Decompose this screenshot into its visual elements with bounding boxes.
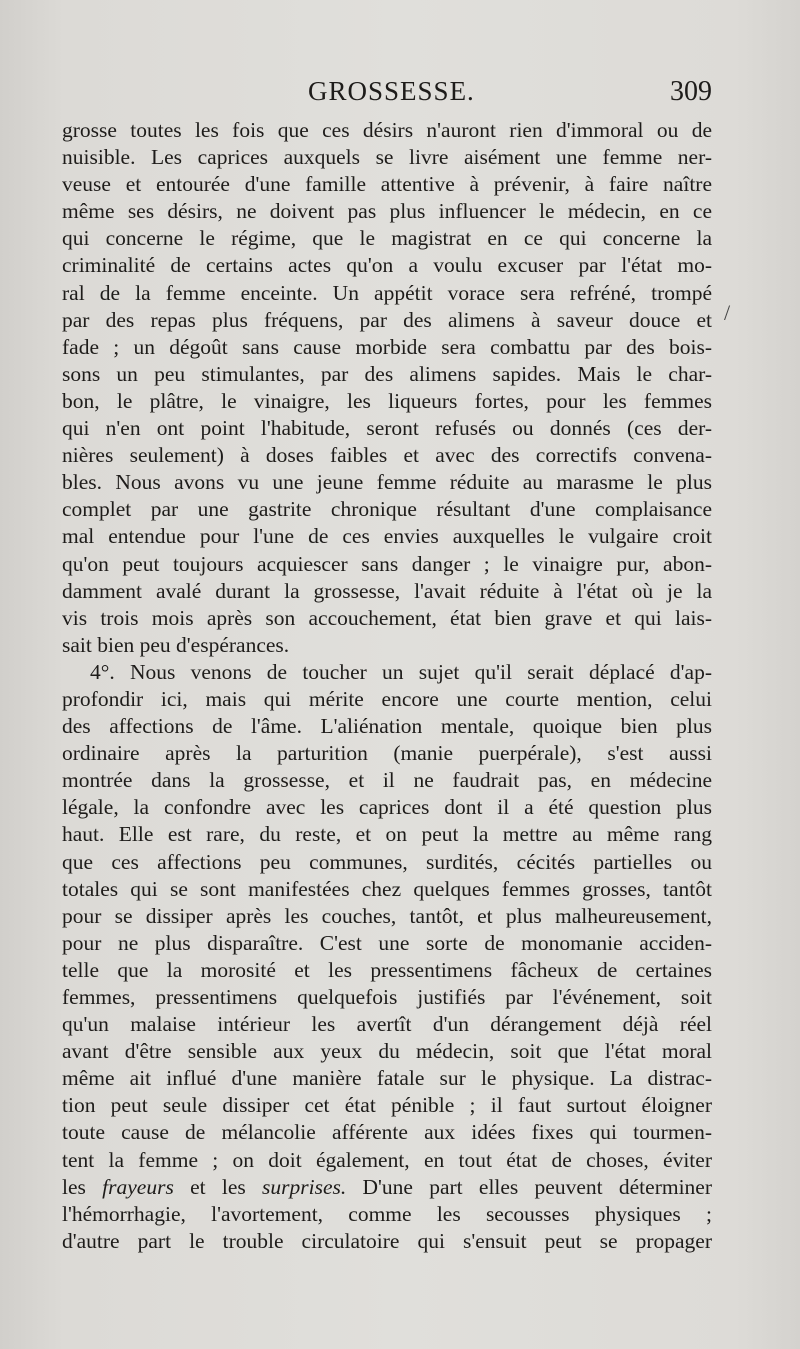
text-line: nuisible. Les caprices auxquels se livre aisément une femme ner- — [62, 145, 712, 170]
text-line: qui concerne le régime, que le magistrat en ce qui concerne la — [62, 226, 712, 251]
text-line: même ses désirs, ne doivent pas plus influencer le médecin, en ce — [62, 199, 712, 224]
italic-term-surprises: surprises. — [262, 1174, 347, 1199]
text-line: complet par une gastrite chronique résultant d'une complaisance — [62, 497, 712, 522]
text-line: qui n'en ont point l'habitude, seront refusés ou donnés (ces der- — [62, 416, 712, 441]
text-line: légale, la confondre avec les caprices dont il a été question plus — [62, 795, 712, 820]
text-line: pour ne plus disparaître. C'est une sorte de monomanie acciden- — [62, 930, 712, 955]
italic-term-frayeurs: frayeurs — [102, 1174, 174, 1199]
text-line: veuse et entourée d'une famille attentive à prévenir, à faire naître — [62, 172, 712, 197]
text-line: bon, le plâtre, le vinaigre, les liqueurs fortes, pour les femmes — [62, 388, 712, 413]
text-line: avant d'être sensible aux yeux du médecin, soit que l'état moral — [62, 1039, 712, 1064]
text-line: grosse toutes les fois que ces désirs n'auront rien d'immoral ou de — [62, 118, 712, 142]
text-line: tent la femme ; on doit également, en tout état de choses, éviter — [62, 1147, 712, 1172]
text-line: qu'on peut toujours acquiescer sans danger ; le vinaigre pur, abon- — [62, 551, 712, 576]
text-line: ral de la femme enceinte. Un appétit vorace sera refréné, trompé — [62, 280, 712, 305]
text-line: que ces affections peu communes, surdités, cécités partielles ou — [62, 849, 712, 874]
text-line: d'autre part le trouble circulatoire qui s'ensuit peut se propager — [62, 1228, 712, 1253]
text-line: pour se dissiper après les couches, tantôt, et plus malheureusement, — [62, 903, 712, 928]
text-line: qu'un malaise intérieur les avertît d'un dérangement déjà réel — [62, 1012, 712, 1037]
text-line: totales qui se sont manifestées chez quelques femmes grosses, tantôt — [62, 876, 712, 901]
text-line: même ait influé d'une manière fatale sur le physique. La distrac- — [62, 1066, 712, 1091]
text-line: profondir ici, mais qui mérite encore une courte mention, celui — [62, 686, 712, 711]
text-line: nières seulement) à doses faibles et avec des correctifs convena- — [62, 443, 712, 468]
running-title: GROSSESSE. — [308, 76, 475, 106]
text-line: l'hémorrhagie, l'avortement, comme les secousses physiques ; — [62, 1201, 712, 1226]
text-line: sons un peu stimulantes, par des alimens sapides. Mais le char- — [62, 361, 712, 386]
text-line: toute cause de mélancolie afférente aux idées fixes qui tourmen- — [62, 1120, 712, 1145]
body-text — [62, 117, 712, 1255]
line-segment: et les — [173, 1174, 263, 1199]
text-line: par des repas plus fréquens, par des alimens à saveur douce et — [62, 307, 712, 332]
text-line: sait bien peu d'espérances. — [62, 632, 290, 657]
text-line: fade ; un dégoût sans cause morbide sera combattu par des bois- — [62, 334, 712, 359]
page-header — [62, 76, 712, 116]
text-line: mal entendue pour l'une de ces envies auxquelles le vulgaire croit — [62, 524, 712, 549]
text-line: femmes, pressentimens quelquefois justifiés par l'événement, soit — [62, 985, 712, 1009]
text-line: damment avalé durant la grossesse, l'avait réduite à l'état où je la — [62, 578, 712, 603]
text-line: telle que la morosité et les pressentimens fâcheux de certaines — [62, 957, 712, 982]
text-line: des affections de l'âme. L'aliénation mentale, quoique bien plus — [62, 714, 712, 739]
text-line: vis trois mois après son accouchement, état bien grave et qui lais- — [62, 605, 712, 630]
text-line: bles. Nous avons vu une jeune femme réduite au marasme le plus — [62, 470, 712, 495]
text-line: montrée dans la grossesse, et il ne faudrait pas, en médecine — [62, 768, 712, 793]
text-line-with-italics — [62, 1174, 712, 1201]
text-line: criminalité de certains actes qu'on a voulu excuser par l'état mo- — [62, 253, 712, 278]
text-line: tion peut seule dissiper cet état pénible ; il faut surtout éloigner — [62, 1093, 712, 1118]
line-segment: les — [62, 1174, 103, 1199]
text-line: ordinaire après la parturition (manie puerpérale), s'est aussi — [62, 741, 712, 766]
text-line: haut. Elle est rare, du reste, et on peut la mettre au même rang — [62, 822, 712, 847]
page-number: 309 — [670, 76, 712, 107]
margin-pencil-mark: / — [724, 300, 731, 325]
text-line: 4°. Nous venons de toucher un sujet qu'il serait déplacé d'ap- — [90, 659, 712, 684]
line-segment: D'une part elles peuvent déterminer — [346, 1174, 712, 1199]
